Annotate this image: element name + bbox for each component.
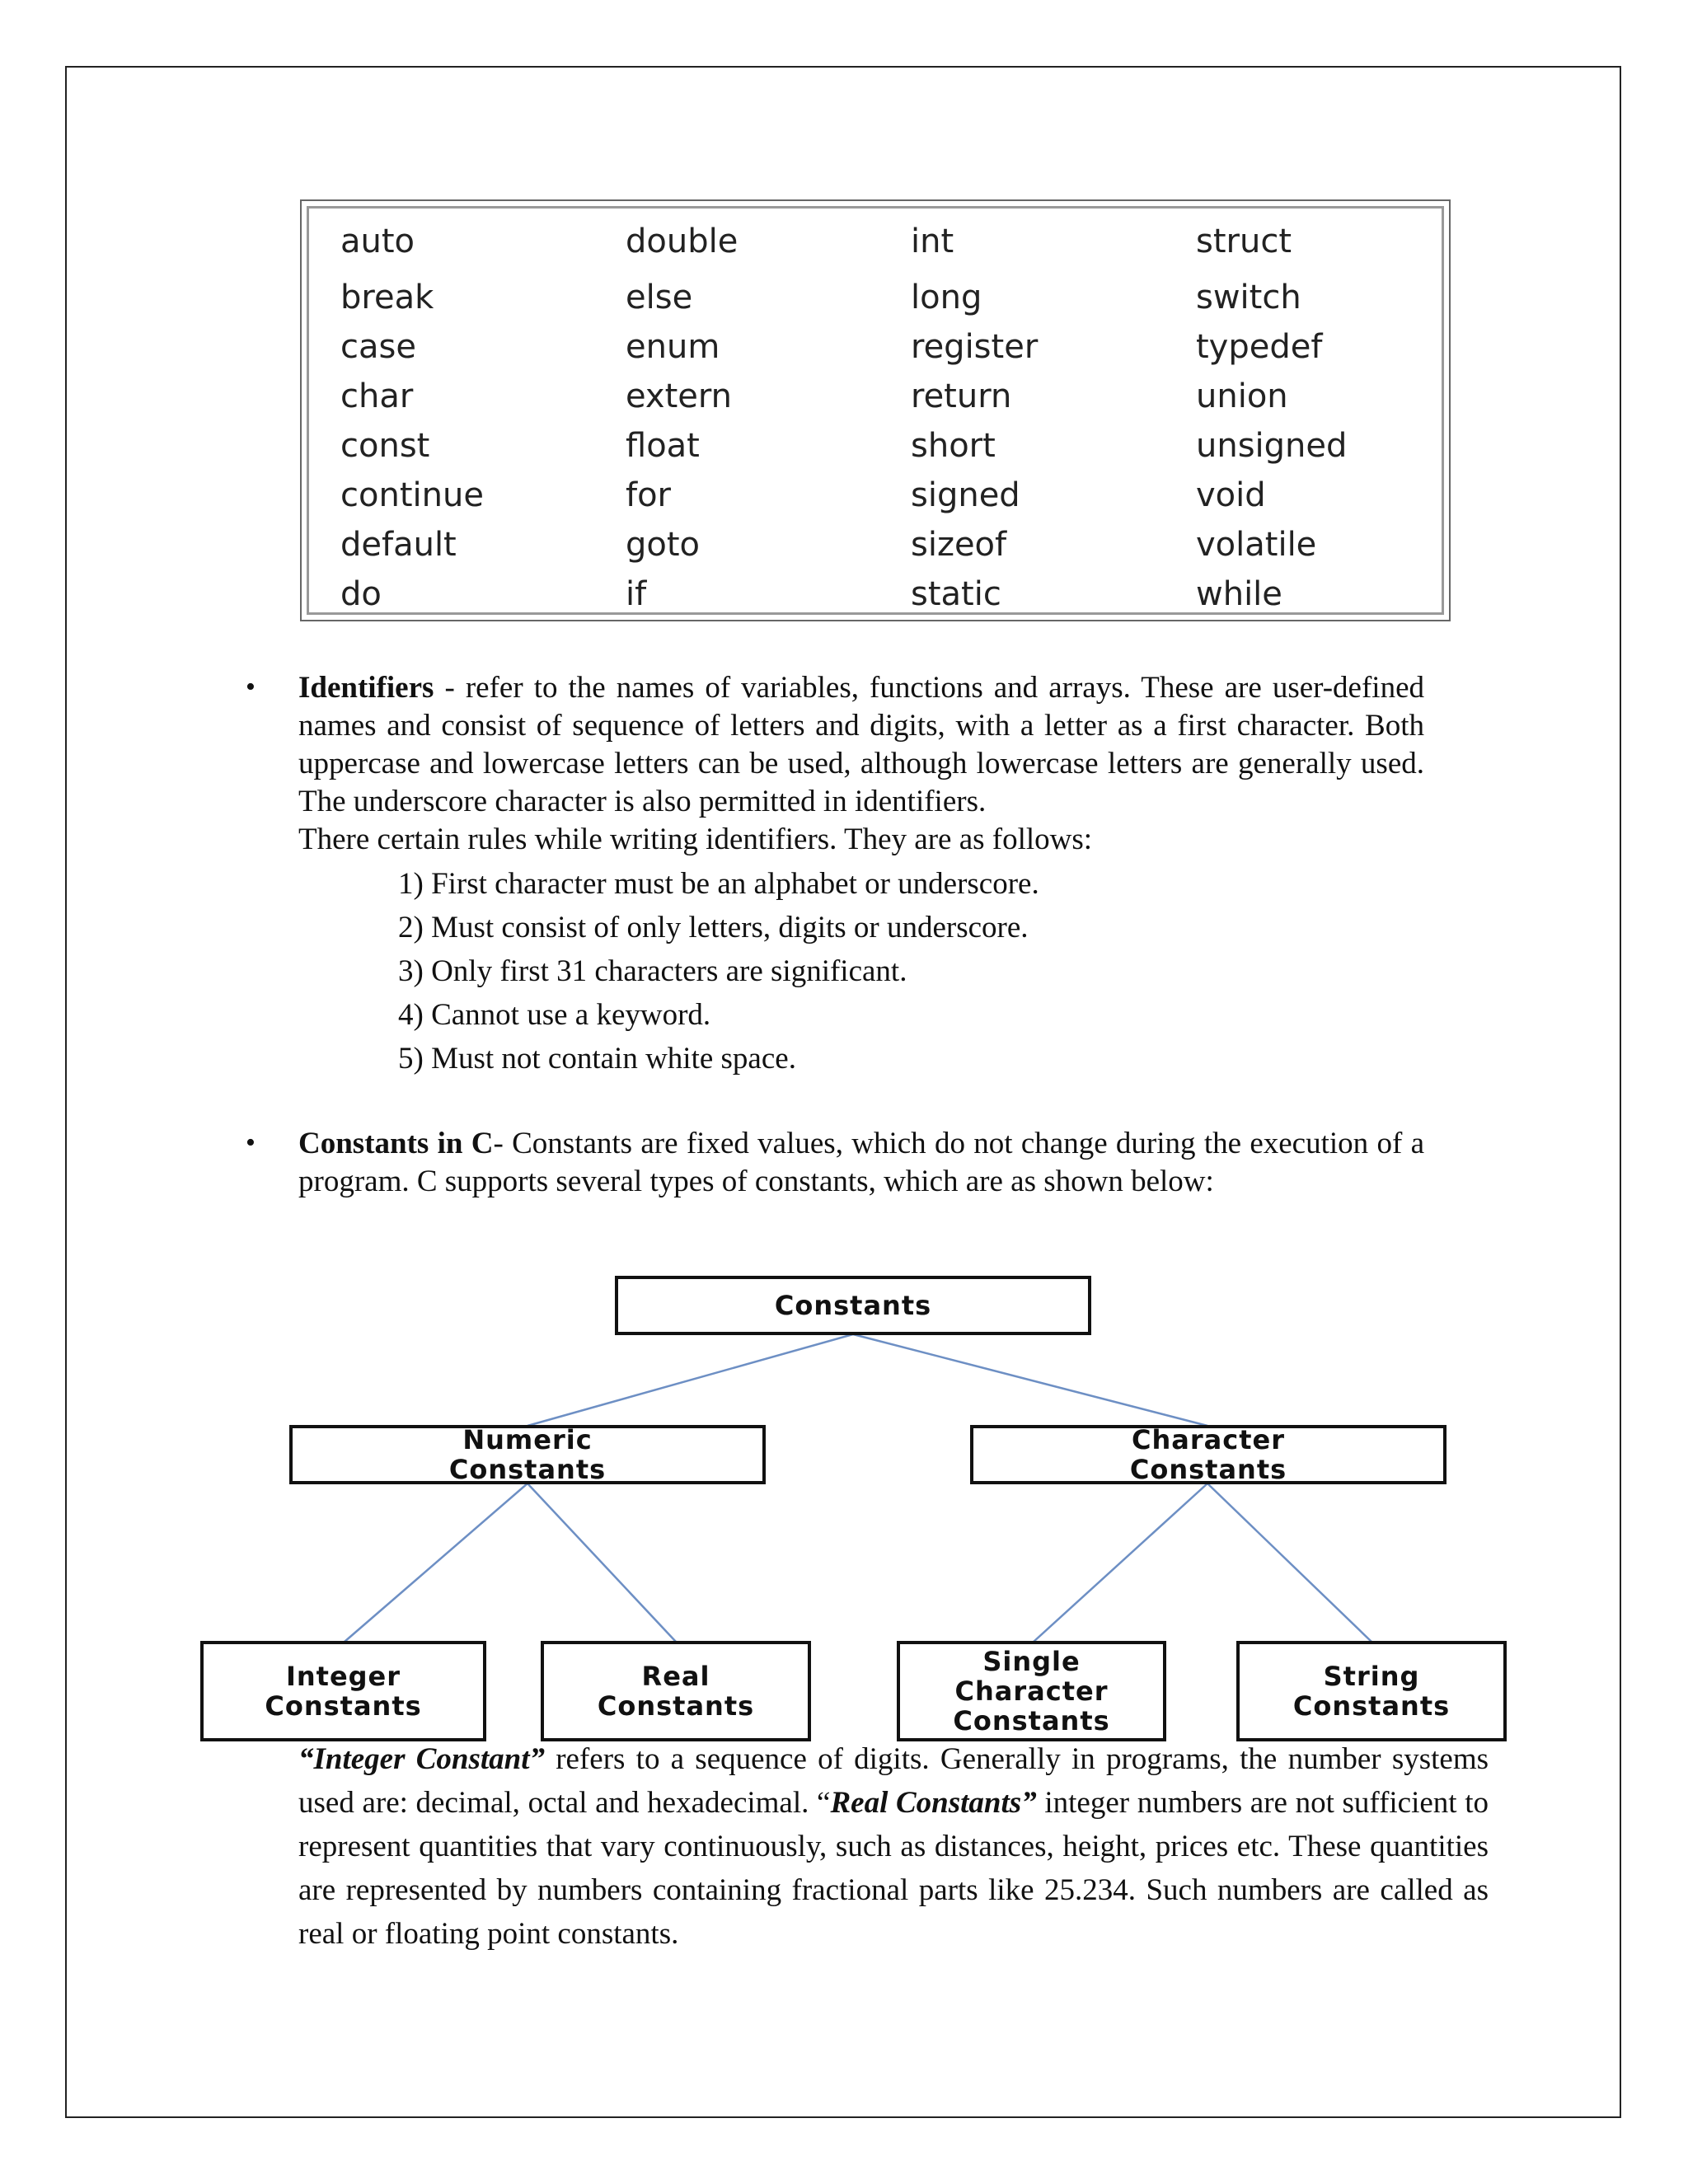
bullet-identifiers: • (246, 672, 256, 702)
keyword-cell: continue (340, 476, 484, 514)
node-string-constants (1236, 1641, 1507, 1741)
keyword-cell: static (911, 575, 1001, 613)
keyword-cell: default (340, 526, 457, 564)
keyword-cell: typedef (1196, 328, 1323, 366)
keyword-cell: break (340, 279, 434, 316)
keyword-cell: case (340, 328, 416, 366)
identifiers-term: Identifiers (298, 671, 434, 705)
identifiers-paragraph (298, 669, 1424, 821)
rule-item: 5) Must not contain white space. (398, 1042, 796, 1076)
node-numeric-label: Numeric Constants (448, 1424, 607, 1485)
constants-term: Constants in C (298, 1127, 494, 1160)
node-single-character-constants (897, 1641, 1166, 1741)
keyword-cell: float (626, 427, 700, 465)
keyword-cell: long (911, 279, 982, 316)
node-constants-label: Constants (774, 1290, 932, 1321)
keyword-cell: do (340, 575, 382, 613)
keyword-cell: union (1196, 377, 1288, 415)
keyword-cell: short (911, 427, 996, 465)
keyword-cell: auto (340, 223, 415, 260)
rule-item: 4) Cannot use a keyword. (398, 998, 711, 1032)
identifiers-rules-intro: There certain rules while writing identifiers. They are as follows: (298, 823, 1093, 856)
keyword-cell: switch (1196, 279, 1301, 316)
rule-item: 1) First character must be an alphabet or underscore. (398, 867, 1039, 901)
identifiers-text: - refer to the names of variables, functions and arrays. These are user-defined names and consist of sequence of letters and digits, with a letter as a first character. Both uppercase and lowercase letters can be used, although lowercase letters are generally used. The underscore character is also permitted in identifiers. (298, 671, 1424, 818)
keyword-cell: const (340, 427, 430, 465)
keyword-cell: sizeof (911, 526, 1007, 564)
keyword-cell: extern (626, 377, 732, 415)
keyword-cell: while (1196, 575, 1282, 613)
integer-constant-term: “Integer Constant” (298, 1742, 546, 1776)
keyword-cell: for (626, 476, 671, 514)
node-numeric-constants (289, 1425, 766, 1484)
keyword-cell: struct (1196, 223, 1292, 260)
rule-item: 2) Must consist of only letters, digits or underscore. (398, 911, 1029, 944)
final-text-1: refers to a sequence of digits. Generally in programs, the number systems used are: decimal, octal and hexadecimal. “ (298, 1742, 1489, 1820)
node-string-label: String Constants (1292, 1661, 1451, 1722)
integer-real-constants-paragraph (298, 1737, 1489, 1956)
node-character-label: Character Constants (1129, 1424, 1287, 1485)
keyword-cell: int (911, 223, 954, 260)
keyword-cell: enum (626, 328, 720, 366)
keyword-cell: if (626, 575, 647, 613)
keyword-cell: signed (911, 476, 1020, 514)
final-text-2: integer numbers are not sufficient to represent quantities that vary continuously, such as distances, height, prices etc. These quantities are represented by numbers containing fractional parts like 25.234. Such numbers are called as real or floating point constants. (298, 1786, 1489, 1951)
node-integer-label: Integer Constants (265, 1661, 422, 1722)
rule-item: 3) Only first 31 characters are significant. (398, 954, 907, 988)
keyword-cell: unsigned (1196, 427, 1348, 465)
keyword-cell: register (911, 328, 1039, 366)
node-integer-constants (200, 1641, 486, 1741)
node-constants (615, 1276, 1091, 1335)
keyword-cell: char (340, 377, 414, 415)
identifiers-rules-list (398, 862, 1039, 1080)
keyword-cell: goto (626, 526, 701, 564)
node-real-constants (541, 1641, 811, 1741)
keyword-cell: else (626, 279, 693, 316)
real-constants-term: Real Constants” (830, 1786, 1037, 1820)
node-single-character-label: Single Character Constants (953, 1646, 1110, 1736)
node-character-constants (970, 1425, 1447, 1484)
constants-paragraph (298, 1125, 1424, 1201)
keyword-cell: volatile (1196, 526, 1317, 564)
keyword-cell: double (626, 223, 738, 260)
keyword-cell: void (1196, 476, 1266, 514)
keywords-table-inner (307, 206, 1444, 615)
keyword-cell: return (911, 377, 1012, 415)
bullet-constants: • (246, 1127, 256, 1158)
constants-text: - Constants are fixed values, which do not change during the execution of a program. C supports several types of constants, which are as shown below: (298, 1127, 1424, 1198)
keywords-table (300, 199, 1451, 621)
node-real-label: Real Constants (597, 1661, 755, 1722)
